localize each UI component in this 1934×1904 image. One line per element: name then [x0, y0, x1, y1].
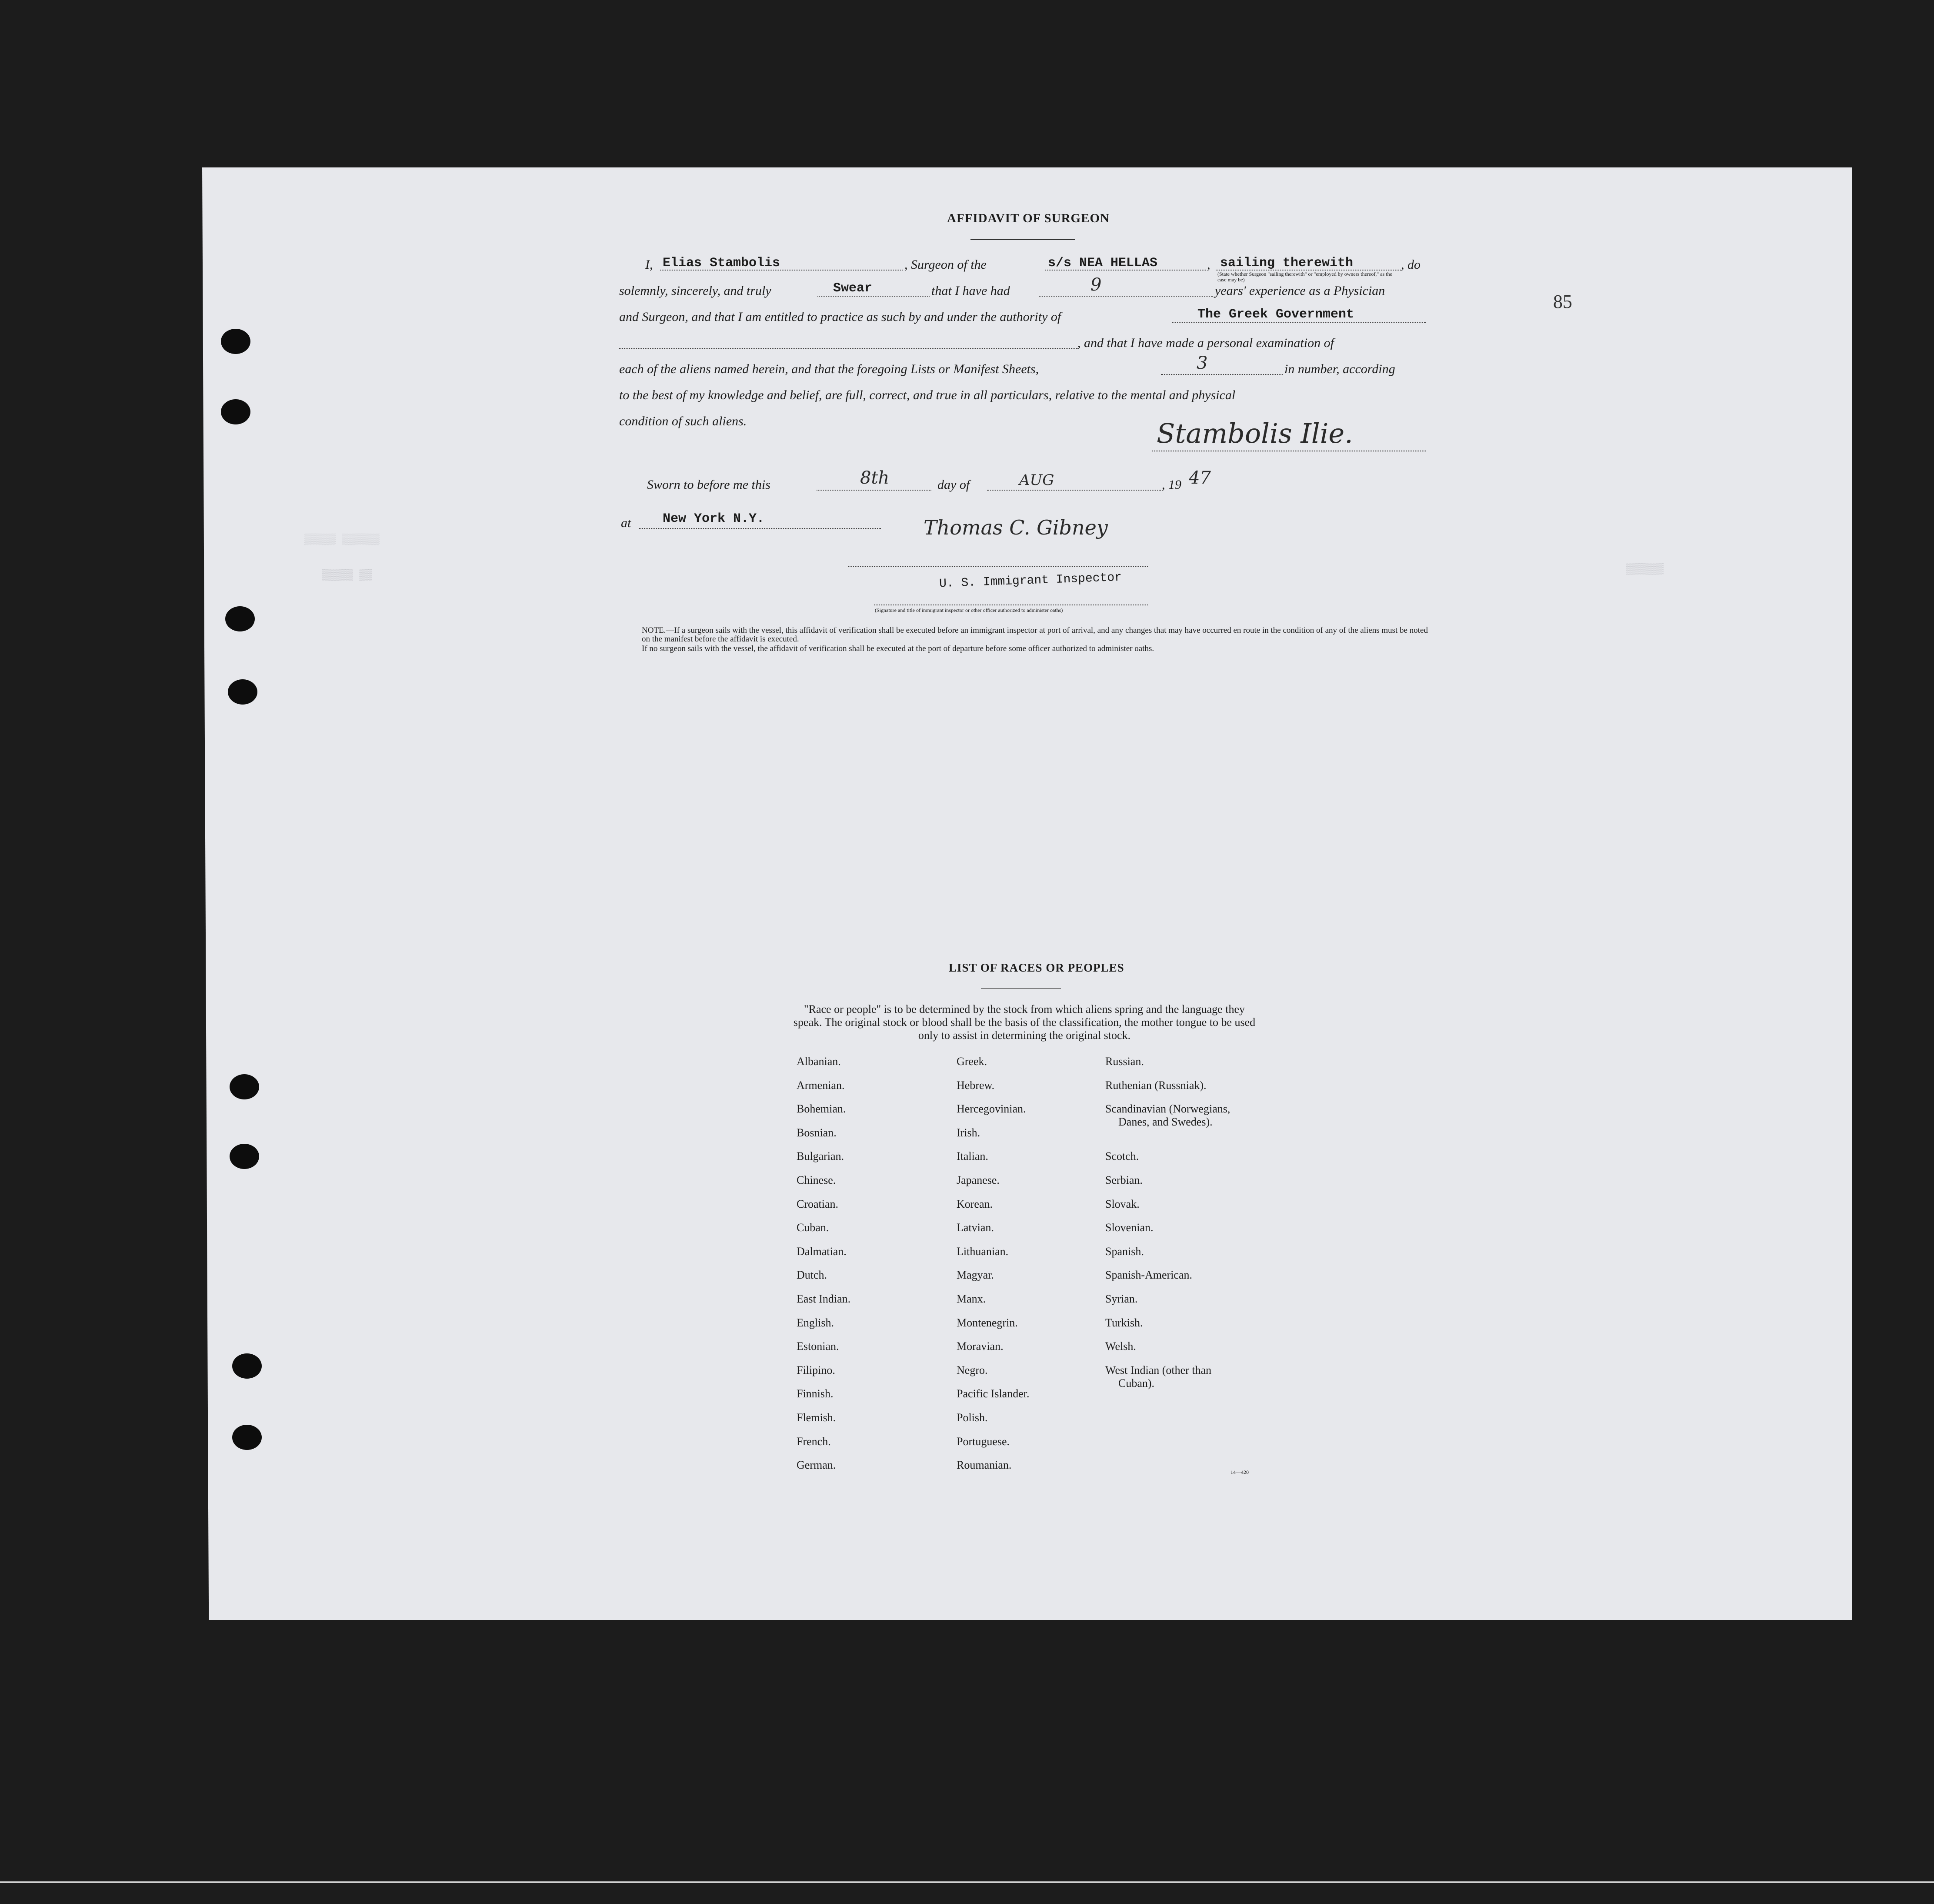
sworn-month: AUG — [1019, 471, 1054, 489]
bleed-through-text: ▒▒▒▒▒ ▒▒ — [322, 570, 372, 581]
sworn-prefix: Sworn to before me this — [647, 478, 770, 492]
races-title: LIST OF RACES OR PEOPLES — [949, 961, 1124, 974]
race-item: Scandinavian (Norwegians, — [1105, 1102, 1230, 1116]
race-item: Turkish. — [1105, 1316, 1143, 1329]
race-item: German. — [797, 1459, 836, 1472]
title-underline — [970, 239, 1075, 240]
line6: to the best of my knowledge and belief, are full, correct, and true in all particulars, relative to the mental and physical — [619, 388, 1236, 402]
races-title-underline — [981, 988, 1061, 989]
sworn-day: 8th — [860, 468, 890, 488]
punch-hole — [221, 399, 250, 424]
race-item: Magyar. — [957, 1269, 994, 1282]
race-item: Welsh. — [1105, 1340, 1136, 1353]
race-item: Dalmatian. — [797, 1245, 847, 1258]
oath-field-line — [817, 296, 930, 297]
punch-hole — [228, 679, 257, 705]
race-item: Cuban. — [797, 1221, 829, 1234]
race-item: Russian. — [1105, 1055, 1144, 1068]
sailing-status: sailing therewith — [1220, 256, 1354, 271]
punch-hole — [232, 1425, 262, 1450]
line1-prefix: I, — [645, 257, 653, 272]
race-item: Cuban). — [1118, 1376, 1155, 1390]
race-item: Polish. — [957, 1411, 988, 1424]
race-item: Negro. — [957, 1363, 988, 1376]
race-item: Spanish. — [1105, 1245, 1144, 1258]
race-item: Portuguese. — [957, 1435, 1010, 1448]
at-place-line — [639, 528, 881, 529]
race-item: Latvian. — [957, 1221, 994, 1234]
affidavit-note-2: If no surgeon sails with the vessel, the affidavit of verification shall be executed at the port of departure before some officer authorized to administer oaths. — [642, 644, 1154, 653]
race-item: Slovak. — [1105, 1197, 1140, 1210]
line1-comma: , — [1207, 257, 1210, 272]
race-item: Filipino. — [797, 1363, 835, 1376]
race-item: Hebrew. — [957, 1079, 995, 1092]
race-item: Japanese. — [957, 1174, 1000, 1186]
line7: condition of such aliens. — [619, 414, 747, 428]
form-number: 14—420 — [1230, 1469, 1249, 1475]
sheets-count: 3 — [1197, 353, 1208, 373]
surgeon-signature: Stambolis Ilie. — [1157, 418, 1353, 449]
line5-prefix: each of the aliens named herein, and that the foregoing Lists or Manifest Sheets, — [619, 362, 1039, 376]
punch-hole — [232, 1353, 262, 1379]
race-item: Bosnian. — [797, 1126, 837, 1139]
authority-field-line — [1172, 322, 1426, 323]
sworn-year: 47 — [1189, 468, 1211, 488]
race-item: Pacific Islander. — [957, 1387, 1030, 1400]
sworn-year-prefix: , 19 — [1162, 478, 1181, 492]
punch-hole — [221, 329, 250, 354]
race-item: Italian. — [957, 1150, 988, 1163]
sworn-month-line — [987, 490, 1161, 491]
race-item: Moravian. — [957, 1340, 1004, 1353]
race-item: Hercegovinian. — [957, 1102, 1026, 1116]
punch-hole — [230, 1074, 259, 1099]
race-item: Chinese. — [797, 1174, 836, 1186]
race-item: Irish. — [957, 1126, 980, 1139]
bleed-through-text: ▒▒▒▒▒ ▒▒▒▒▒▒ — [304, 534, 380, 546]
line1-surgeon-of: , Surgeon of the — [904, 257, 987, 272]
inspector-caption: (Signature and title of immigrant inspector or other officer authorized to administer oaths) — [875, 607, 1063, 613]
authority-continuation-line — [619, 348, 1078, 349]
years-experience: 9 — [1090, 275, 1102, 295]
line3-prefix: and Surgeon, and that I am entitled to practice as such by and under the authority of — [619, 310, 1061, 324]
sheets-field-line — [1161, 374, 1283, 375]
race-item: English. — [797, 1316, 834, 1329]
sworn-day-of: day of — [937, 478, 970, 492]
surgeon-name: Elias Stambolis — [663, 256, 780, 271]
punch-hole — [230, 1144, 259, 1169]
punch-hole — [225, 606, 255, 631]
line1-do: , do — [1401, 257, 1420, 272]
inspector-title: U. S. Immigrant Inspector — [939, 571, 1122, 591]
authority-name: The Greek Government — [1197, 307, 1354, 322]
vessel-name: s/s NEA HELLAS — [1048, 256, 1158, 271]
race-item: Dutch. — [797, 1269, 827, 1282]
race-item: West Indian (other than — [1105, 1363, 1212, 1376]
line2-suffix: years' experience as a Physician — [1215, 284, 1385, 298]
race-item: Greek. — [957, 1055, 987, 1068]
line2-prefix: solemnly, sincerely, and truly — [619, 284, 771, 298]
affidavit-note: NOTE.—If a surgeon sails with the vessel, this affidavit of verification shall be executed before an immigrant inspector at port of arrival, and any changes that may have occurred en route in the condition of any of the aliens must be noted on the manifest before the affidavit is executed. — [642, 626, 1428, 644]
race-item: Roumanian. — [957, 1459, 1012, 1472]
race-item: Syrian. — [1105, 1293, 1138, 1305]
race-item: Armenian. — [797, 1079, 845, 1092]
sworn-place: New York N.Y. — [663, 511, 765, 526]
bleed-through-text: ▒▒▒▒▒▒ — [1626, 564, 1664, 575]
race-item: Danes, and Swedes). — [1118, 1116, 1213, 1129]
inspector-signature: Thomas C. Gibney — [924, 516, 1108, 539]
race-item: French. — [797, 1435, 831, 1448]
race-item: East Indian. — [797, 1293, 851, 1305]
race-item: Ruthenian (Russniak). — [1105, 1079, 1207, 1092]
line4-suffix: , and that I have made a personal examination of — [1077, 336, 1334, 350]
race-item: Estonian. — [797, 1340, 839, 1353]
race-item: Montenegrin. — [957, 1316, 1018, 1329]
inspector-signature-line — [848, 566, 1148, 567]
race-item: Bohemian. — [797, 1102, 846, 1116]
race-item: Flemish. — [797, 1411, 836, 1424]
race-item: Lithuanian. — [957, 1245, 1009, 1258]
race-item: Finnish. — [797, 1387, 834, 1400]
years-field-line — [1039, 296, 1213, 297]
sworn-day-line — [817, 490, 931, 491]
film-edge — [0, 1881, 1934, 1883]
race-item: Bulgarian. — [797, 1150, 844, 1163]
race-item: Scotch. — [1105, 1150, 1139, 1163]
race-item: Serbian. — [1105, 1174, 1143, 1186]
line5-suffix: in number, according — [1284, 362, 1395, 376]
race-item: Spanish-American. — [1105, 1269, 1193, 1282]
race-item: Manx. — [957, 1293, 986, 1305]
sailing-instruction: (State whether Surgeon "sailing therewith" or "employed by owners thereof," as the case may be) — [1217, 271, 1392, 283]
race-item: Croatian. — [797, 1197, 839, 1210]
race-item: Slovenian. — [1105, 1221, 1154, 1234]
race-item: Korean. — [957, 1197, 993, 1210]
page-number: 85 — [1553, 291, 1572, 312]
oath-word: Swear — [833, 281, 873, 296]
races-intro: "Race or people" is to be determined by the stock from which aliens spring and the language they speak. The original stock or blood shall be the basis of the classification, the mother tongue to be used only to assist in determining the original stock. — [793, 1003, 1256, 1042]
race-item: Albanian. — [797, 1055, 841, 1068]
line2-mid: that I have had — [931, 284, 1010, 298]
at-prefix: at — [621, 516, 631, 530]
document-page — [202, 167, 1852, 1620]
affidavit-title: AFFIDAVIT OF SURGEON — [947, 211, 1110, 225]
